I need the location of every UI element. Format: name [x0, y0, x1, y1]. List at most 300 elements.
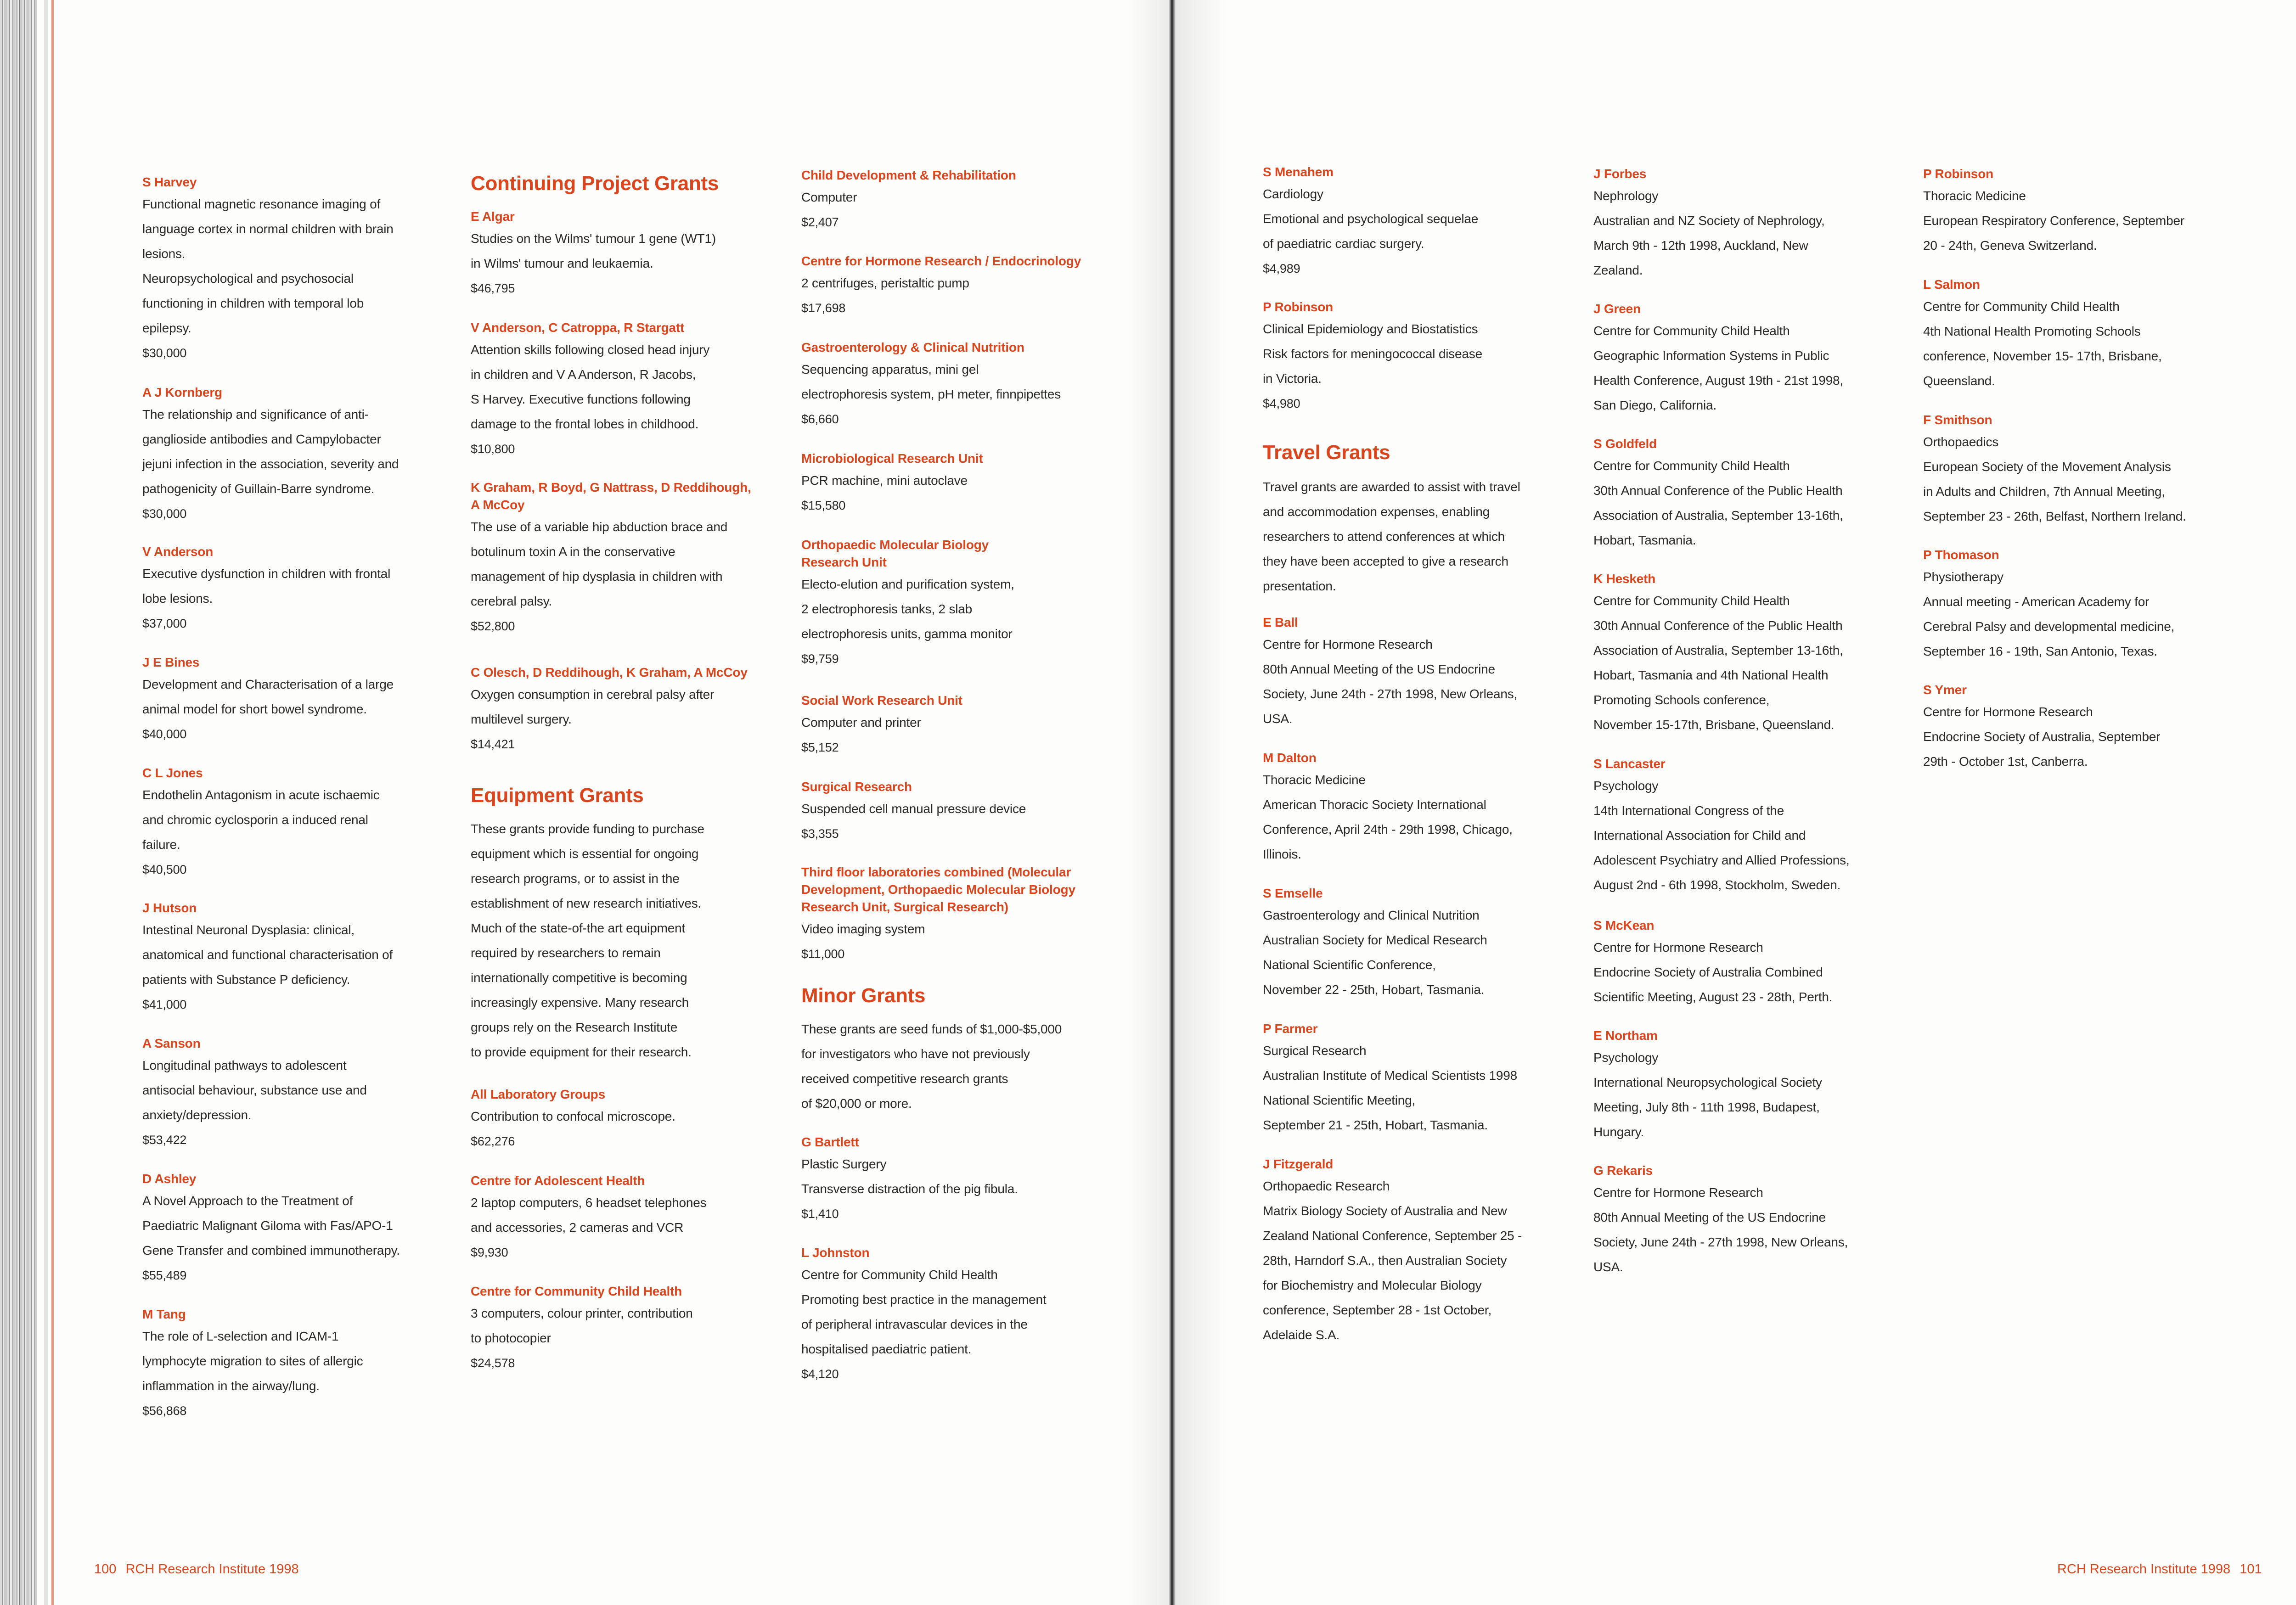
- grant-description-line: ganglioside antibodies and Campylobacter: [142, 432, 381, 446]
- grant-description-line: conference, November 15- 17th, Brisbane,: [1923, 349, 2162, 363]
- travel-intro: [1263, 475, 1575, 599]
- grant-recipient: L Johnston: [801, 1246, 870, 1260]
- paragraph-line: researchers to attend conferences at which: [1263, 529, 1505, 544]
- grant-entry: [471, 1173, 783, 1265]
- grant-recipient: V Anderson, C Catroppa, R Stargatt: [471, 320, 685, 335]
- grant-entry: [471, 320, 783, 461]
- grant-recipient: F Smithson: [1923, 413, 1992, 427]
- grant-description-line: Zealand National Conference, September 25 -: [1263, 1229, 1522, 1243]
- grant-description-line: Cardiology: [1263, 187, 1323, 201]
- book-gutter: [1169, 0, 1176, 1605]
- grant-entry: [1263, 1021, 1575, 1138]
- grant-recipient: Gastroenterology & Clinical Nutrition: [801, 340, 1024, 354]
- grant-amount: $37,000: [142, 617, 187, 630]
- grant-description-line: for Biochemistry and Molecular Biology: [1263, 1278, 1482, 1292]
- grant-entry: [801, 451, 1114, 518]
- paragraph-line: research programs, or to assist in the: [471, 871, 680, 886]
- grant-entry: [1593, 1028, 1906, 1145]
- paragraph-line: for investigators who have not previously: [801, 1047, 1030, 1061]
- grant-description-line: International Association for Child and: [1593, 828, 1806, 842]
- grant-description-line: 3 computers, colour printer, contribution: [471, 1306, 693, 1320]
- grant-description-line: Promoting best practice in the management: [801, 1292, 1047, 1307]
- grant-recipient: P Robinson: [1263, 300, 1334, 314]
- grant-recipient: S Goldfeld: [1593, 437, 1657, 451]
- page-edge: [0, 0, 37, 1605]
- grant-entry: [801, 253, 1114, 320]
- grant-amount: $1,410: [801, 1207, 839, 1221]
- grant-description-line: Computer and printer: [801, 715, 921, 730]
- grant-recipient: K Graham, R Boyd, G Nattrass, D Reddihough,: [471, 480, 751, 494]
- grant-description-line: Endocrine Society of Australia Combined: [1593, 965, 1823, 979]
- paragraph-line: equipment which is essential for ongoing: [471, 847, 699, 861]
- grant-description-line: Psychology: [1593, 1050, 1659, 1065]
- grant-recipient: G Rekaris: [1593, 1163, 1653, 1178]
- grant-description-line: A Novel Approach to the Treatment of: [142, 1194, 353, 1208]
- grant-description-line: Paediatric Malignant Giloma with Fas/APO-1: [142, 1218, 393, 1233]
- paragraph-line: received competitive research grants: [801, 1072, 1008, 1086]
- grant-description-line: 80th Annual Meeting of the US Endocrine: [1593, 1210, 1826, 1224]
- grant-description-line: damage to the frontal lobes in childhood.: [471, 417, 699, 431]
- grant-recipient: Centre for Adolescent Health: [471, 1173, 645, 1188]
- right-page: [1176, 0, 2296, 1605]
- grant-recipient: G Bartlett: [801, 1135, 859, 1149]
- grant-description-line: management of hip dysplasia in children with: [471, 569, 723, 584]
- grant-recipient: J Fitzgerald: [1263, 1157, 1334, 1171]
- grant-description-line: failure.: [142, 837, 180, 852]
- grant-description-line: Gastroenterology and Clinical Nutrition: [1263, 908, 1480, 922]
- grant-entry: [142, 1036, 455, 1152]
- grant-entry: [801, 168, 1114, 235]
- grant-description-line: Endocrine Society of Australia, September: [1923, 730, 2161, 744]
- grant-entry: [471, 209, 783, 301]
- grant-description-line: 29th - October 1st, Canberra.: [1923, 754, 2088, 769]
- grant-entry: [1593, 571, 1906, 737]
- paragraph-line: and accommodation expenses, enabling: [1263, 505, 1490, 519]
- grant-description-line: September 23 - 26th, Belfast, Northern Ireland.: [1923, 509, 2186, 523]
- grant-description-line: of paediatric cardiac surgery.: [1263, 236, 1424, 251]
- grant-description-line: Gene Transfer and combined immunotherapy.: [142, 1243, 400, 1257]
- paragraph-line: Much of the state-of-the art equipment: [471, 921, 686, 935]
- grant-description-line: Health Conference, August 19th - 21st 1998,: [1593, 373, 1843, 387]
- grant-amount: $52,800: [471, 619, 515, 633]
- grant-recipient: D Ashley: [142, 1172, 197, 1186]
- grant-description-line: Centre for Hormone Research: [1593, 1185, 1763, 1200]
- grant-amount: $53,422: [142, 1133, 187, 1147]
- grant-description-line: Hobart, Tasmania.: [1593, 533, 1696, 547]
- grant-description-line: in Wilms' tumour and leukaemia.: [471, 256, 653, 270]
- grant-description-line: American Thoracic Society International: [1263, 797, 1486, 812]
- grant-description-line: Geographic Information Systems in Public: [1593, 348, 1829, 363]
- grant-description-line: Society, June 24th - 27th 1998, New Orleans,: [1263, 687, 1518, 701]
- grant-description-line: Centre for Hormone Research: [1263, 637, 1433, 651]
- grant-amount: $41,000: [142, 998, 187, 1011]
- grant-description-line: Psychology: [1593, 779, 1659, 793]
- grant-description-line: European Society of the Movement Analysis: [1923, 460, 2171, 474]
- grant-description-line: Centre for Community Child Health: [1593, 459, 1790, 473]
- grant-description-line: 14th International Congress of the: [1593, 803, 1784, 818]
- grant-amount: $40,000: [142, 727, 187, 741]
- grant-entry: [1263, 886, 1575, 1002]
- grant-description-line: Centre for Community Child Health: [1593, 594, 1790, 608]
- grant-description-line: 20 - 24th, Geneva Switzerland.: [1923, 238, 2097, 253]
- grant-amount: $24,578: [471, 1356, 515, 1370]
- grant-description-line: electrophoresis units, gamma monitor: [801, 627, 1013, 641]
- grant-recipient: J Hutson: [142, 901, 197, 915]
- grant-description-line: Australian and NZ Society of Nephrology,: [1593, 213, 1825, 228]
- grant-recipient: A Sanson: [142, 1036, 201, 1050]
- paragraph-line: presentation.: [1263, 579, 1336, 593]
- section-heading-equipment: Equipment Grants: [471, 784, 644, 807]
- grant-recipient: Centre for Community Child Health: [471, 1284, 682, 1298]
- grant-description-line: August 2nd - 6th 1998, Stockholm, Sweden.: [1593, 878, 1841, 892]
- grant-description-line: hospitalised paediatric patient.: [801, 1342, 972, 1356]
- grant-amount: $5,152: [801, 741, 839, 754]
- grant-description-line: anatomical and functional characterisation of: [142, 948, 393, 962]
- grant-description-line: Hobart, Tasmania and 4th National Health: [1593, 668, 1829, 682]
- grant-entry: [1593, 301, 1906, 418]
- grant-amount: $62,276: [471, 1134, 515, 1148]
- paragraph-line: groups rely on the Research Institute: [471, 1020, 678, 1034]
- grant-description-line: Development and Characterisation of a large: [142, 677, 394, 691]
- grant-description-line: Studies on the Wilms' tumour 1 gene (WT1): [471, 231, 716, 246]
- grant-description-line: Contribution to confocal microscope.: [471, 1109, 675, 1123]
- page-number: 101: [2240, 1562, 2262, 1577]
- grant-amount: $30,000: [142, 507, 187, 521]
- paragraph-line: required by researchers to remain: [471, 946, 661, 960]
- grant-entry: [801, 779, 1114, 846]
- grant-entry: [1593, 436, 1906, 553]
- grant-recipient: M Dalton: [1263, 751, 1317, 765]
- grant-description-line: November 15-17th, Brisbane, Queensland.: [1593, 718, 1835, 732]
- grant-recipient: S Emselle: [1263, 886, 1323, 900]
- grant-description-line: Hungary.: [1593, 1125, 1644, 1139]
- grant-description-line: cerebral palsy.: [471, 594, 552, 608]
- grant-entry: [142, 544, 455, 636]
- grant-recipient: S Harvey: [142, 175, 197, 189]
- grant-amount: $46,795: [471, 281, 515, 295]
- grant-description-line: Centre for Hormone Research: [1923, 705, 2093, 719]
- grant-recipient: Child Development & Rehabilitation: [801, 168, 1016, 182]
- grant-description-line: of peripheral intravascular devices in the: [801, 1317, 1028, 1331]
- grant-recipient: P Thomason: [1923, 548, 1999, 562]
- paragraph-line: establishment of new research initiatives.: [471, 896, 702, 910]
- grant-description-line: 4th National Health Promoting Schools: [1923, 324, 2141, 338]
- grant-description-line: March 9th - 12th 1998, Auckland, New: [1593, 238, 1808, 253]
- grant-amount: $4,980: [1263, 397, 1300, 410]
- grant-amount: $4,120: [801, 1367, 839, 1381]
- grant-description-line: Centre for Hormone Research: [1593, 940, 1763, 954]
- grant-recipient: Surgical Research: [801, 780, 912, 794]
- grant-description-line: Orthopaedics: [1923, 435, 1999, 449]
- grant-description-line: PCR machine, mini autoclave: [801, 473, 968, 488]
- grant-recipient: J E Bines: [142, 655, 200, 669]
- grant-description-line: September 21 - 25th, Hobart, Tasmania.: [1263, 1118, 1488, 1132]
- grant-description-line: Risk factors for meningococcal disease: [1263, 347, 1482, 361]
- grant-description-line: 30th Annual Conference of the Public Health: [1593, 483, 1843, 498]
- grant-description-line: The role of L-selection and ICAM-1: [142, 1329, 339, 1343]
- grant-description-line: Centre for Community Child Health: [801, 1268, 998, 1282]
- section-heading-travel: Travel Grants: [1263, 441, 1390, 464]
- grant-description-line: Attention skills following closed head injury: [471, 342, 710, 357]
- grant-entry: [1923, 166, 2235, 258]
- grant-description-line: Society, June 24th - 27th 1998, New Orleans,: [1593, 1235, 1848, 1249]
- grant-description-line: Emotional and psychological sequelae: [1263, 212, 1479, 226]
- grant-description-line: Association of Australia, September 13-16th,: [1593, 508, 1843, 522]
- grant-description-line: European Respiratory Conference, September: [1923, 213, 2185, 228]
- grant-description-line: in children and V A Anderson, R Jacobs,: [471, 367, 696, 382]
- grant-description-line: Computer: [801, 190, 857, 204]
- grant-entry: [471, 665, 783, 757]
- grant-entry: [142, 174, 455, 365]
- grant-description-line: Adolescent Psychiatry and Allied Professions,: [1593, 853, 1850, 867]
- grant-description-line: Suspended cell manual pressure device: [801, 802, 1026, 816]
- grant-description-line: Plastic Surgery: [801, 1157, 887, 1171]
- grant-recipient: V Anderson: [142, 544, 214, 559]
- grant-amount: $9,759: [801, 652, 839, 666]
- grant-description-line: Endothelin Antagonism in acute ischaemic: [142, 788, 380, 802]
- grant-entry: [1263, 299, 1575, 416]
- paragraph-line: they have been accepted to give a research: [1263, 554, 1508, 568]
- footer-title: RCH Research Institute 1998: [2057, 1562, 2231, 1577]
- grant-description-line: language cortex in normal children with brain: [142, 222, 394, 236]
- grant-description-line: pathogenicity of Guillain-Barre syndrome.: [142, 482, 375, 496]
- grant-description-line: conference, September 28 - 1st October,: [1263, 1303, 1492, 1317]
- grant-recipient: S Ymer: [1923, 683, 1967, 697]
- grant-recipient: J Green: [1593, 302, 1641, 316]
- grant-description-line: lobe lesions.: [142, 591, 213, 606]
- grant-description-line: lymphocyte migration to sites of allergic: [142, 1354, 363, 1368]
- grant-description-line: lesions.: [142, 247, 186, 261]
- paragraph-line: to provide equipment for their research.: [471, 1045, 692, 1059]
- grant-amount: $11,000: [801, 947, 845, 961]
- grant-entry: [801, 864, 1114, 966]
- grant-amount: $40,500: [142, 863, 187, 876]
- grant-recipient: E Algar: [471, 209, 515, 224]
- grant-description-line: Australian Institute of Medical Scientists 1998: [1263, 1068, 1518, 1083]
- grant-entry: [1593, 756, 1906, 898]
- paragraph-line: These grants provide funding to purchase: [471, 822, 704, 836]
- grant-entry: [801, 693, 1114, 760]
- grant-description-line: November 22 - 25th, Hobart, Tasmania.: [1263, 982, 1485, 997]
- grant-description-line: in Victoria.: [1263, 371, 1322, 386]
- grant-description-line: Matrix Biology Society of Australia and New: [1263, 1204, 1507, 1218]
- grant-amount: $2,407: [801, 215, 839, 229]
- grant-recipient: P Robinson: [1923, 167, 1994, 181]
- grant-recipient: Orthopaedic Molecular Biology: [801, 538, 989, 552]
- grant-amount: $56,868: [142, 1404, 187, 1418]
- grant-description-line: Illinois.: [1263, 847, 1301, 861]
- minor-intro: [801, 1017, 1114, 1116]
- grant-recipient: All Laboratory Groups: [471, 1087, 605, 1101]
- grant-amount: $15,580: [801, 499, 846, 512]
- grant-description-line: S Harvey. Executive functions following: [471, 392, 691, 406]
- grant-description-line: Annual meeting - American Academy for: [1923, 595, 2150, 609]
- page-number: 100: [94, 1562, 117, 1577]
- footer-right: [2057, 1562, 2268, 1577]
- grant-amount: $4,989: [1263, 262, 1300, 275]
- grant-description-line: functioning in children with temporal lob: [142, 296, 364, 310]
- grant-amount: $30,000: [142, 346, 187, 360]
- grant-description-line: San Diego, California.: [1593, 398, 1716, 412]
- grant-description-line: 2 electrophoresis tanks, 2 slab: [801, 602, 973, 616]
- grant-entry: [471, 1087, 783, 1154]
- grant-recipient: P Farmer: [1263, 1021, 1318, 1036]
- grant-entry: [801, 1134, 1114, 1226]
- grant-description-line: Adelaide S.A.: [1263, 1328, 1340, 1342]
- grant-description-line: inflammation in the airway/lung.: [142, 1379, 320, 1393]
- grant-description-line: Meeting, July 8th - 11th 1998, Budapest,: [1593, 1100, 1820, 1114]
- grant-description-line: Thoracic Medicine: [1263, 773, 1366, 787]
- grant-recipient: Centre for Hormone Research / Endocrinology: [801, 254, 1081, 268]
- grant-entry: [1923, 682, 2235, 774]
- grant-recipient: A J Kornberg: [142, 385, 222, 399]
- grant-entry: [142, 900, 455, 1017]
- grant-description-line: 80th Annual Meeting of the US Endocrine: [1263, 662, 1495, 676]
- grant-amount: $10,800: [471, 442, 515, 456]
- grant-description-line: International Neuropsychological Society: [1593, 1075, 1822, 1089]
- grant-entry: [471, 480, 783, 639]
- grant-entry: [1263, 164, 1575, 281]
- grant-description-line: Surgical Research: [1263, 1044, 1367, 1058]
- grant-description-line: antisocial behaviour, substance use and: [142, 1083, 367, 1097]
- grant-recipient: Social Work Research Unit: [801, 693, 962, 707]
- grant-description-line: Cerebral Palsy and developmental medicine,: [1923, 619, 2175, 634]
- grant-description-line: Physiotherapy: [1923, 570, 2003, 584]
- grant-recipient-cont: Research Unit: [801, 555, 887, 569]
- grant-description-line: 28th, Harndorf S.A., then Australian Society: [1263, 1253, 1507, 1268]
- grant-description-line: Centre for Community Child Health: [1593, 324, 1790, 338]
- grant-entry: [1263, 615, 1575, 731]
- grant-description-line: Electo-elution and purification system,: [801, 577, 1014, 591]
- grant-recipient: Third floor laboratories combined (Molecular: [801, 865, 1071, 879]
- grant-description-line: Intestinal Neuronal Dysplasia: clinical,: [142, 923, 355, 937]
- grant-description-line: The relationship and significance of anti-: [142, 407, 369, 421]
- grant-description-line: 2 centrifuges, peristaltic pump: [801, 276, 969, 290]
- grant-entry: [471, 1284, 783, 1375]
- grant-description-line: electrophoresis system, pH meter, finnpipettes: [801, 387, 1061, 401]
- grant-entry: [142, 385, 455, 526]
- grant-entry: [1923, 412, 2235, 529]
- grant-description-line: patients with Substance P deficiency.: [142, 972, 350, 987]
- grant-description-line: and chromic cyclosporin a induced renal: [142, 813, 368, 827]
- grant-entry: [1263, 1156, 1575, 1347]
- grant-description-line: Orthopaedic Research: [1263, 1179, 1390, 1193]
- grant-description-line: Longitudinal pathways to adolescent: [142, 1058, 347, 1072]
- grant-description-line: multilevel surgery.: [471, 712, 572, 726]
- grant-description-line: and accessories, 2 cameras and VCR: [471, 1220, 684, 1235]
- grant-description-line: in Adults and Children, 7th Annual Meeting,: [1923, 484, 2165, 499]
- grant-recipient: S Menahem: [1263, 165, 1334, 179]
- grant-description-line: anxiety/depression.: [142, 1108, 252, 1122]
- grant-description-line: Scientific Meeting, August 23 - 28th, Perth.: [1593, 990, 1833, 1004]
- grant-description-line: Video imaging system: [801, 922, 925, 936]
- grant-amount: $9,930: [471, 1246, 508, 1259]
- grant-entry: [142, 1307, 455, 1423]
- grant-recipient: J Forbes: [1593, 167, 1647, 181]
- grant-amount: $3,355: [801, 827, 839, 841]
- grant-entry: [801, 537, 1114, 671]
- grant-recipient: C Olesch, D Reddihough, K Graham, A McCoy: [471, 665, 748, 679]
- grant-description-line: jejuni infection in the association, severity and: [142, 457, 399, 471]
- grant-description-line: botulinum toxin A in the conservative: [471, 544, 675, 559]
- grant-description-line: Australian Society for Medical Research: [1263, 933, 1487, 947]
- grant-entry: [142, 765, 455, 882]
- gutter-shadow: [1176, 0, 1226, 1605]
- grant-description-line: National Scientific Meeting,: [1263, 1093, 1416, 1107]
- grant-description-line: Functional magnetic resonance imaging of: [142, 197, 381, 211]
- paragraph-line: of $20,000 or more.: [801, 1096, 912, 1111]
- grant-entry: [801, 1245, 1114, 1386]
- grant-entry: [1593, 918, 1906, 1010]
- grant-recipient: S Lancaster: [1593, 757, 1666, 771]
- grant-recipient-cont: Research Unit, Surgical Research): [801, 900, 1008, 914]
- grant-recipient: Microbiological Research Unit: [801, 451, 983, 466]
- grant-description-line: epilepsy.: [142, 321, 191, 335]
- grant-recipient-cont: Development, Orthopaedic Molecular Biology: [801, 882, 1075, 897]
- grant-description-line: Zealand.: [1593, 263, 1643, 277]
- grant-description-line: Transverse distraction of the pig fibula.: [801, 1182, 1018, 1196]
- page-edge-red: [51, 0, 54, 1605]
- grant-entry: [142, 655, 455, 746]
- grant-amount: $55,489: [142, 1268, 187, 1282]
- grant-description-line: 2 laptop computers, 6 headset telephones: [471, 1195, 707, 1210]
- footer-left: [94, 1562, 304, 1577]
- grant-amount: $17,698: [801, 301, 846, 315]
- grant-recipient: S McKean: [1593, 918, 1654, 932]
- grant-description-line: National Scientific Conference,: [1263, 958, 1436, 972]
- equipment-intro: [471, 817, 783, 1065]
- grant-recipient: E Ball: [1263, 615, 1298, 629]
- footer-title: RCH Research Institute 1998: [125, 1562, 299, 1577]
- section-heading-minor: Minor Grants: [801, 984, 926, 1007]
- grant-recipient: L Salmon: [1923, 277, 1980, 292]
- paragraph-line: increasingly expensive. Many research: [471, 995, 689, 1010]
- grant-description-line: Association of Australia, September 13-16th,: [1593, 643, 1843, 657]
- grant-description-line: Nephrology: [1593, 189, 1659, 203]
- grant-description-line: Centre for Community Child Health: [1923, 299, 2120, 314]
- grant-amount: $14,421: [471, 737, 515, 751]
- grant-recipient: M Tang: [142, 1307, 186, 1321]
- grant-entry: [1263, 750, 1575, 867]
- grant-amount: $6,660: [801, 412, 839, 426]
- grant-description-line: September 16 - 19th, San Antonio, Texas.: [1923, 644, 2157, 658]
- grant-description-line: Thoracic Medicine: [1923, 189, 2026, 203]
- grant-entry: [1923, 277, 2235, 393]
- grant-description-line: Oxygen consumption in cerebral palsy after: [471, 687, 715, 701]
- grant-description-line: Clinical Epidemiology and Biostatistics: [1263, 322, 1478, 336]
- paragraph-line: internationally competitive is becoming: [471, 971, 687, 985]
- grant-description-line: animal model for short bowel syndrome.: [142, 702, 367, 716]
- grant-description-line: 30th Annual Conference of the Public Health: [1593, 618, 1843, 633]
- grant-description-line: to photocopier: [471, 1331, 551, 1345]
- grant-description-line: USA.: [1263, 712, 1293, 726]
- grant-entry: [1593, 1163, 1906, 1280]
- gutter-shadow: [1128, 0, 1169, 1605]
- grant-entry: [801, 340, 1114, 432]
- grant-description-line: Promoting Schools conference,: [1593, 693, 1770, 707]
- grant-description-line: The use of a variable hip abduction brace and: [471, 520, 728, 534]
- grant-recipient: C L Jones: [142, 766, 203, 780]
- grant-recipient: K Hesketh: [1593, 572, 1656, 586]
- grant-description-line: USA.: [1593, 1260, 1623, 1274]
- grant-description-line: Neuropsychological and psychosocial: [142, 271, 354, 286]
- grant-recipient-cont: A McCoy: [471, 498, 525, 512]
- grant-description-line: Sequencing apparatus, mini gel: [801, 362, 979, 376]
- grant-entry: [1923, 547, 2235, 664]
- grant-description-line: Conference, April 24th - 29th 1998, Chicago,: [1263, 822, 1513, 836]
- section-heading-continuing: Continuing Project Grants: [471, 172, 719, 195]
- paragraph-line: Travel grants are awarded to assist with travel: [1263, 480, 1520, 494]
